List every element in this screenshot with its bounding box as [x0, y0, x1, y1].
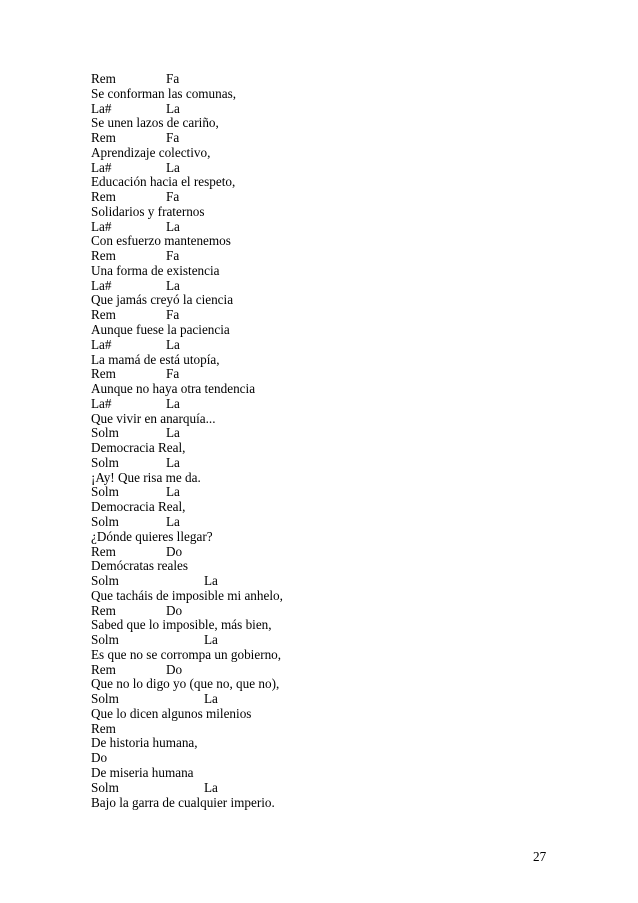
chord: La — [166, 100, 180, 116]
chord: La — [166, 395, 180, 411]
lyric-line: Aprendizaje colectivo, — [91, 144, 211, 160]
lyric-line: Solidarios y fraternos — [91, 203, 205, 219]
chord: La — [166, 336, 180, 352]
chord-line — [91, 515, 551, 530]
lyric-line: De miseria humana — [91, 764, 194, 780]
lyric-line: Educación hacia el respeto, — [91, 174, 236, 190]
lyric-line: Que no lo digo yo (que no, que no), — [91, 676, 280, 692]
lyric-line: Aunque no haya otra tendencia — [91, 381, 256, 397]
lyric-line: Con esfuerzo mantenemos — [91, 233, 231, 249]
chord-line — [91, 722, 551, 737]
chord: La — [166, 454, 180, 470]
chord: La — [166, 425, 180, 441]
chord: La — [166, 484, 180, 500]
chord-line — [91, 781, 551, 796]
chord: La — [166, 513, 180, 529]
chord: Rem — [91, 130, 116, 146]
chord: La# — [91, 218, 112, 234]
chord-line — [91, 663, 551, 678]
chord: Solm — [91, 484, 119, 500]
lyric-line: De historia humana, — [91, 735, 198, 751]
lyric-line: Aunque fuese la paciencia — [91, 322, 230, 338]
chord: Rem — [91, 602, 116, 618]
chord: La# — [91, 277, 112, 293]
chord: La — [166, 277, 180, 293]
chord: Fa — [166, 189, 180, 205]
chord-line — [91, 692, 551, 707]
lyric-line: Sabed que lo imposible, más bien, — [91, 617, 272, 633]
chord-line — [91, 131, 551, 146]
chord: Solm — [91, 513, 119, 529]
chord: Solm — [91, 573, 119, 589]
chord: Fa — [166, 248, 180, 264]
chord-line — [91, 604, 551, 619]
lyric-line: Que vivir en anarquía... — [91, 410, 216, 426]
lyric-line: Que lo dicen algunos milenios — [91, 705, 252, 721]
lyric-line: Democracia Real, — [91, 499, 186, 515]
chord-line — [91, 220, 551, 235]
chord-line — [91, 456, 551, 471]
chord: Rem — [91, 720, 116, 736]
lyric-line: Es que no se corrompa un gobierno, — [91, 646, 282, 662]
chord: La — [204, 632, 218, 648]
chord-line — [91, 308, 551, 323]
chord-line — [91, 545, 551, 560]
chord-line — [91, 190, 551, 205]
lyric-line: Se unen lazos de cariño, — [91, 115, 219, 131]
chord: Rem — [91, 248, 116, 264]
chord: La — [166, 218, 180, 234]
chord: La# — [91, 159, 112, 175]
chord: La — [204, 779, 218, 795]
chord: Rem — [91, 71, 116, 86]
chord: Do — [166, 661, 183, 677]
chord: Fa — [166, 366, 180, 382]
chord-line — [91, 102, 551, 117]
chord: Do — [91, 750, 108, 766]
lyric-line: Demócratas reales — [91, 558, 189, 574]
chord: La — [204, 691, 218, 707]
chord-line — [91, 338, 551, 353]
chord: Solm — [91, 425, 119, 441]
chord: Rem — [91, 543, 116, 559]
chord: La — [166, 159, 180, 175]
chord: Solm — [91, 632, 119, 648]
chord: Rem — [91, 307, 116, 323]
lyric-line: ¡Ay! Que risa me da. — [91, 469, 201, 485]
chord-line — [91, 161, 551, 176]
page-number: 27 — [533, 849, 547, 864]
chord-line — [91, 485, 551, 500]
chord-line — [91, 426, 551, 441]
lyric-line: Se conforman las comunas, — [91, 85, 237, 101]
chord: Solm — [91, 779, 119, 795]
chord-line — [91, 397, 551, 412]
lyric-line: ¿Dónde quieres llegar? — [91, 528, 213, 544]
chord: La# — [91, 336, 112, 352]
chord-line — [91, 367, 551, 382]
lyric-line: Una forma de existencia — [91, 262, 220, 278]
chord: Do — [166, 602, 183, 618]
chord: La# — [91, 395, 112, 411]
chord: Rem — [91, 661, 116, 677]
chord: La# — [91, 100, 112, 116]
lyric-line: Que tacháis de imposible mi anhelo, — [91, 587, 283, 603]
chord: Rem — [91, 189, 116, 205]
chord-line — [91, 249, 551, 264]
chord-line — [91, 574, 551, 589]
song-lyrics-with-chords — [91, 72, 551, 810]
chord: Solm — [91, 454, 119, 470]
chord-line — [91, 633, 551, 648]
chord: Solm — [91, 691, 119, 707]
chord: La — [204, 573, 218, 589]
chord-line — [91, 279, 551, 294]
lyric-line: La mamá de está utopía, — [91, 351, 220, 367]
chord: Fa — [166, 71, 180, 86]
chord: Rem — [91, 366, 116, 382]
chord: Fa — [166, 130, 180, 146]
lyric-line: Bajo la garra de cualquier imperio. — [91, 794, 275, 810]
lyric-line: Que jamás creyó la ciencia — [91, 292, 234, 308]
chord: Do — [166, 543, 183, 559]
chord: Fa — [166, 307, 180, 323]
chord-line — [91, 751, 551, 766]
lyric-line: Democracia Real, — [91, 440, 186, 456]
chord-line — [91, 72, 551, 87]
